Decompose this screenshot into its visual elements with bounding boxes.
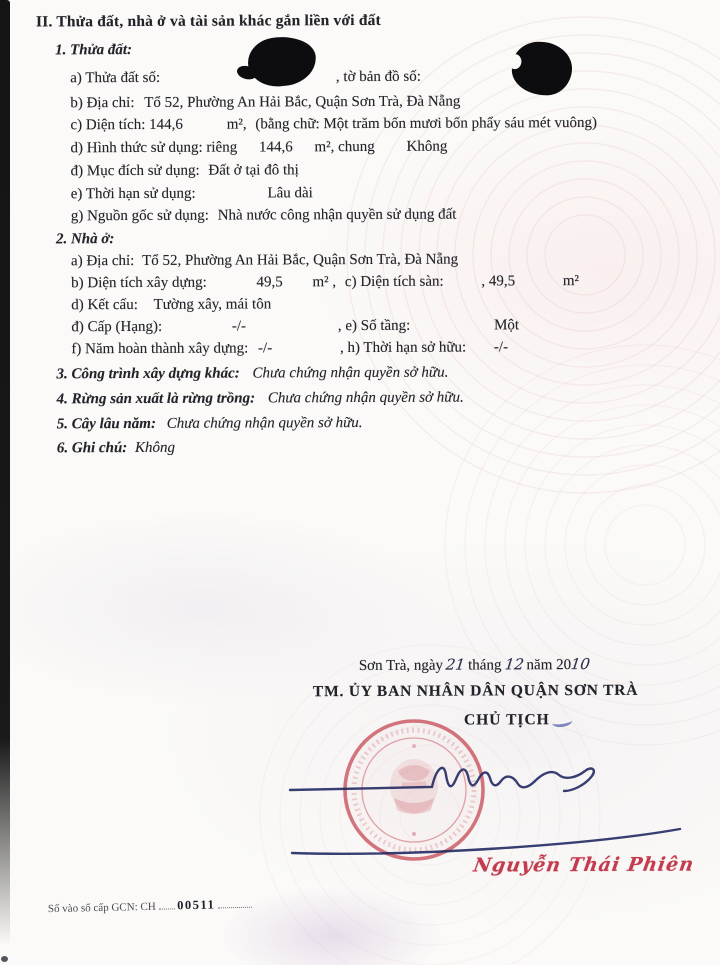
land-purpose-line (71, 161, 299, 180)
land-address-line (70, 93, 460, 113)
handwritten-day: 21 (444, 655, 467, 674)
other-construction-line (56, 364, 448, 384)
land-address-value: Tổ 52, Phường An Hải Bắc, Quận Sơn Trà, Đà Nẵng (144, 93, 461, 111)
authority-line: TM. ỦY BAN NHÂN DÂN QUẬN SƠN TRÀ (312, 681, 639, 701)
scan-speck (1, 956, 8, 962)
place-date-prefix: Sơn Trà, ngày (358, 657, 444, 675)
notes-value: Không (134, 439, 176, 456)
term-value: Lâu dài (267, 185, 313, 202)
signature-ink (270, 745, 710, 875)
purpose-label: đ) Mục đích sử dụng: (70, 162, 200, 180)
term-label: e) Thời hạn sử dụng: (70, 185, 196, 203)
house-year-line (71, 338, 508, 358)
house-structure-line (71, 295, 271, 314)
land-area-words: (bằng chữ: Một trăm bốn mươi bốn phẩy sáu mét vuông) (255, 114, 598, 133)
origin-value: Nhà nước công nhận quyền sử dụng đất (217, 206, 457, 224)
land-use-form-line (70, 138, 447, 158)
parcel-number-label: a) Thửa đất số: (70, 69, 161, 87)
land-origin-line (71, 206, 457, 226)
house-section-heading: 2. Nhà ở: (55, 231, 115, 248)
land-section-heading: 1. Thửa đất: (55, 41, 133, 59)
notes-line (57, 439, 175, 458)
production-forest-label: 4. Rừng sản xuất là rừng trồng: (56, 390, 256, 408)
month-label: tháng (468, 657, 502, 674)
book-entry-number: 00511 (177, 897, 216, 913)
use-form-common-value: Không (406, 138, 448, 155)
book-entry-line (48, 897, 252, 917)
handwritten-year: 10 (570, 654, 592, 674)
house-grade-line (71, 316, 519, 336)
build-area-label: b) Diện tích xây dựng: (71, 274, 207, 292)
production-forest-value: Chưa chứng nhận quyền sở hữu. (267, 389, 464, 407)
perennial-trees-value: Chưa chứng nhận quyền sở hữu. (166, 414, 363, 432)
house-address-label: a) Địa chỉ: (70, 252, 135, 270)
floors-label: , e) Số tầng: (337, 317, 411, 335)
production-forest-line (57, 389, 464, 409)
tenure-label: , h) Thời hạn sở hữu: (339, 339, 467, 357)
purpose-value: Đất ở tại đô thị (208, 162, 299, 179)
signer-name: Nguyễn Thái Phiên (472, 853, 696, 877)
floor-area-value: , 49,5 (481, 273, 516, 290)
place-date-line (359, 655, 593, 675)
land-area-label: c) Diện tích: 144,6 (70, 116, 183, 134)
floor-area-unit: m² (562, 273, 580, 290)
dotted-leader (218, 898, 252, 909)
dotted-leader (158, 899, 174, 909)
land-area-unit: m², (226, 116, 247, 133)
handwritten-month: 12 (503, 655, 525, 674)
year-built-value: -/- (257, 340, 273, 357)
land-term-line (71, 184, 313, 203)
house-area-line (71, 272, 579, 292)
other-construction-label: 3. Công trình xây dựng khác: (56, 365, 240, 383)
structure-value: Tường xây, mái tôn (153, 296, 272, 313)
floor-area-label: c) Diện tích sàn: (344, 273, 444, 291)
perennial-trees-line (57, 414, 363, 433)
grade-label: đ) Cấp (Hạng): (71, 318, 163, 336)
year-built-label: f) Năm hoàn thành xây dựng: (71, 340, 249, 358)
notes-label: 6. Ghi chú: (56, 440, 128, 457)
floors-value: Một (494, 317, 520, 334)
grade-value: -/- (231, 318, 247, 335)
tenure-value: -/- (493, 339, 509, 356)
land-area-line (70, 114, 597, 134)
signer-title: CHỦ TỊCH (464, 711, 550, 729)
use-form-private-area: 144,6 (258, 139, 293, 156)
land-address-label: b) Địa chỉ: (70, 94, 135, 112)
book-entry-label: Số vào sổ cấp GCN: CH (47, 900, 156, 916)
structure-label: d) Kết cấu: (71, 296, 138, 314)
origin-label: g) Nguồn gốc sử dụng: (70, 207, 209, 225)
section-title: II. Thửa đất, nhà ở và tài sản khác gắn liền với đất (35, 11, 381, 31)
build-area-value: 49,5 (256, 274, 283, 291)
year-label: năm 20 (526, 657, 572, 674)
other-construction-value: Chưa chứng nhận quyền sở hữu. (252, 364, 449, 382)
perennial-trees-label: 5. Cây lâu năm: (56, 415, 156, 433)
use-form-unit: m², chung (314, 138, 375, 156)
build-area-unit: m² , (312, 274, 337, 291)
house-address-value: Tổ 52, Phường An Hải Bắc, Quận Sơn Trà, Đà Nẵng (142, 251, 459, 269)
use-form-label: d) Hình thức sử dụng: riêng (70, 139, 238, 157)
house-address-line (71, 251, 458, 271)
scan-edge-shadow (0, 0, 10, 946)
map-sheet-label: , tờ bản đồ số: (335, 68, 421, 86)
